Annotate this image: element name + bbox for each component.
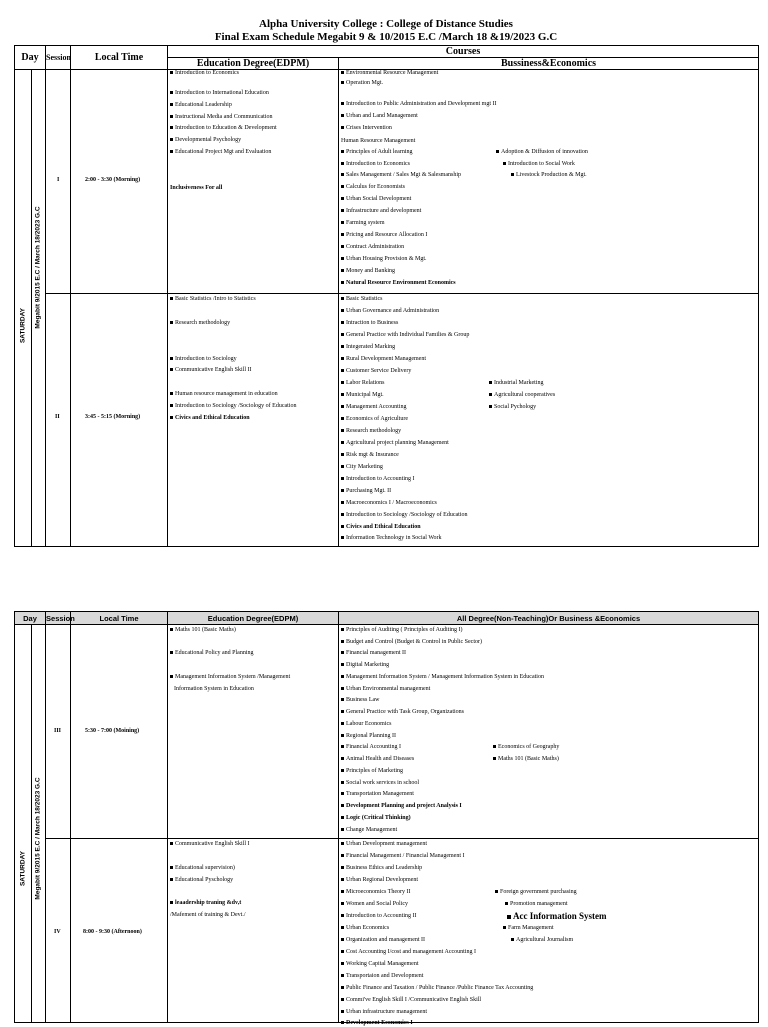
course-item: Educational Leadership <box>170 102 232 109</box>
course-item: Civics and Ethical Education <box>170 415 250 422</box>
course-item: leaadership traning &dv,t <box>170 900 241 907</box>
course-item: Contract Administration <box>341 244 404 251</box>
course-item: Maths 101 (Basic Maths) <box>493 756 559 763</box>
course-item: Urban Housing Provision & Mgt. <box>341 256 427 263</box>
day-cell <box>15 625 32 1023</box>
course-item: Farming system <box>341 220 385 227</box>
day-header: Day <box>15 46 46 70</box>
edu-courses-cell <box>168 625 339 839</box>
course-item: Principles of Adult learning <box>341 149 413 156</box>
session-header: Session <box>46 613 75 623</box>
course-item: Development Planning and project Analysis I <box>341 803 462 810</box>
course-item: Urban Governance and Administration <box>341 308 439 315</box>
course-item: Agricultural project planning Management <box>341 440 449 447</box>
schedule-table-2 <box>14 611 759 1026</box>
all-degree-header: All Degree(Non-Teaching)Or Business &Economics <box>339 612 759 625</box>
course-item: Introduction to Public Administration and Development mgt II <box>341 101 496 108</box>
course-item: Transportaion and Development <box>341 973 423 980</box>
course-item: Urban Social Development <box>341 196 411 203</box>
local-time-header: Local Time <box>71 612 168 625</box>
course-item: Digital Marketing <box>341 662 389 669</box>
day-label: SATURDAY <box>19 850 27 887</box>
session-time: 2:00 - 3:30 (Morning) <box>85 177 141 183</box>
session-cell <box>46 70 71 294</box>
course-item: Financial Management / Financial Management I <box>341 853 464 860</box>
course-item: Educational Pyschology <box>170 877 233 884</box>
course-item: Introduction to Accounting I <box>341 476 415 483</box>
course-item: Communicative English Skill I <box>170 841 250 848</box>
course-item: Microeconomics Theory II <box>341 889 411 896</box>
session-time: 8:00 - 9:30 (Afternoon) <box>83 929 142 935</box>
course-item: Environmental Resource Management <box>341 70 438 77</box>
course-item: Working Capital Management <box>341 961 419 968</box>
time-cell <box>71 839 168 1023</box>
course-item: Social Pychology <box>489 404 536 411</box>
course-item: Introduction to Economics <box>341 161 410 168</box>
course-item: Calculus for Economists <box>341 184 405 191</box>
course-item: Human resource management in education <box>170 391 278 398</box>
course-item: Educational Project Mgt and Evaluation <box>170 149 271 156</box>
course-item: Rural Development Management <box>341 356 426 363</box>
course-item: Civics and Ethical Education <box>341 524 421 531</box>
course-item: Maths 101 (Basic Maths) <box>170 627 236 634</box>
course-item: Foreign government purchasing <box>495 889 577 896</box>
course-item: Purchasing Mgt. II <box>341 488 391 495</box>
course-item: Logic (Critical Thinking) <box>341 815 411 822</box>
course-item: Introduction to Economics <box>170 70 239 77</box>
course-item: Farm Management <box>503 925 554 932</box>
course-item: Urban Development management <box>341 841 427 848</box>
course-item: Labor Relations <box>341 380 385 387</box>
day-label: SATURDAY <box>19 307 27 344</box>
course-item: Introduction to Sociology /Sociology of Education <box>341 512 468 519</box>
edu-note: Inclusiveness For all <box>170 185 223 191</box>
course-item: Industrial Marketing <box>489 380 544 387</box>
course-item: Information System in Education <box>174 686 254 692</box>
course-item: Introduction to Sociology <box>170 356 237 363</box>
course-item: Financial Accounting I <box>341 744 401 751</box>
session-number: III <box>54 728 62 734</box>
date-cell <box>32 70 46 547</box>
course-item: Crises Intervention <box>341 125 392 132</box>
session-time: 3:45 - 5:15 (Morning) <box>85 414 141 420</box>
course-item: Business Ethics and Leadership <box>341 865 422 872</box>
course-item: Transportation Management <box>341 791 414 798</box>
course-item: Management Information System /Management <box>170 674 290 681</box>
course-item: Introduction to Accounting II <box>341 913 417 920</box>
course-item: Management Information System / Management Information System in Education <box>341 674 544 681</box>
course-item: Urban Economics <box>341 925 389 932</box>
course-item: Introduction to International Education <box>170 90 269 97</box>
course-item: Risk mgt & Insurance <box>341 452 399 459</box>
all-courses-cell <box>339 839 759 1026</box>
course-item: Research methodology <box>341 428 401 435</box>
course-item: Urban Regional Development <box>341 877 418 884</box>
day-cell <box>15 70 32 547</box>
course-item: Women and Social Policy <box>341 901 408 908</box>
course-item: Basic Statistics /Intro to Statistics <box>170 296 256 303</box>
session-cell <box>46 625 71 839</box>
course-item: Educational Policy and Planning <box>170 650 254 657</box>
course-item: Communicative English Skill II <box>170 367 252 374</box>
course-item: Financial management II <box>341 650 406 657</box>
course-item: Research methodology <box>170 320 230 327</box>
course-item: Urban and Land Management <box>341 113 418 120</box>
course-item: Principles of Auditing ( Principles of Auditing I) <box>341 627 463 634</box>
course-item: Infrastructure and development <box>341 208 421 215</box>
course-item: Principles of Marketing <box>341 768 403 775</box>
session-header: Session <box>46 46 71 70</box>
course-item: Educational supervision) <box>170 865 235 872</box>
session-cell <box>46 294 71 547</box>
course-item: Operation Mgt. <box>341 80 383 87</box>
education-degree-header: Education Degree(EDPM) <box>168 58 339 70</box>
schedule-table-1 <box>14 45 759 547</box>
course-item: Natural Resource Environment Economics <box>341 280 456 287</box>
course-item: Social work services in school <box>341 780 419 787</box>
session-time: 5:30 - 7:00 (Moining) <box>85 728 140 734</box>
course-item: Livestock Production & Mgt. <box>511 172 587 179</box>
date-label: Megabit 9/2015 E.C / March 18/2023 G.C <box>34 777 42 900</box>
course-item: Economics of Geography <box>493 744 559 751</box>
course-item: Money and Banking <box>341 268 395 275</box>
course-item: Urban Environmental management <box>341 686 430 693</box>
course-item: Public Finance and Taxation / Public Finance /Public Finance Tax Accounting <box>341 985 533 992</box>
course-item: General Practice with Task Group, Organizations <box>341 709 464 716</box>
course-item: Promotion management <box>505 901 568 908</box>
all-courses-cell <box>339 625 759 839</box>
course-item: Management Accounting <box>341 404 406 411</box>
edu-courses-cell <box>168 294 339 547</box>
course-item: Business Law <box>341 697 380 704</box>
course-item: Labour Economics <box>341 721 392 728</box>
document-subtitle: Final Exam Schedule Megabit 9 & 10/2015 E.C /March 18 &19/2023 G.C <box>214 31 558 43</box>
course-item: Adoption & Diffusion of innovation <box>496 149 588 156</box>
session-cell <box>46 839 71 1023</box>
business-economics-header: Bussiness&Economics <box>339 58 759 70</box>
course-item: Budget and Control (Budget & Control in Public Sector) <box>341 639 482 646</box>
course-item: Development Economics I <box>341 1020 413 1027</box>
course-item: Sales Management / Sales Mgt & Salesmanship <box>341 172 461 179</box>
date-cell <box>32 625 46 1023</box>
document-title: Alpha University College : College of Distance Studies <box>259 18 513 30</box>
courses-header: Courses <box>168 46 759 58</box>
course-item: Pricing and Resource Allocation I <box>341 232 427 239</box>
course-item: Introduction to Education & Development <box>170 125 277 132</box>
course-item: Agricultural cooperatives <box>489 392 555 399</box>
course-item: Human Resource Management <box>341 138 416 144</box>
course-item: Integerated Marking <box>341 344 395 351</box>
education-degree-header: Education Degree(EDPM) <box>168 612 339 625</box>
course-item: Urban infrastructure management <box>341 1009 427 1016</box>
course-item: Change Management <box>341 827 397 834</box>
course-item: Customer Service Delivery <box>341 368 411 375</box>
course-item: Basic Statistics <box>341 296 383 303</box>
course-item: Introduction to Sociology /Sociology of Education <box>170 403 297 410</box>
course-item: Information Technology in Social Work <box>341 535 442 542</box>
session-number: I <box>57 177 60 183</box>
session-number: IV <box>54 929 61 935</box>
bus-courses-cell <box>339 294 759 547</box>
date-label: Megabit 9/2015 E.C / March 18/2023 G.C <box>34 206 42 329</box>
course-item: Macroeconomics I / Macroeconomics <box>341 500 437 507</box>
course-item: Agricultural Journalism <box>511 937 573 944</box>
day-header: Day <box>15 612 46 625</box>
local-time-header: Local Time <box>71 46 168 70</box>
course-item: City Marketing <box>341 464 383 471</box>
course-item: Intraction to Business <box>341 320 398 327</box>
course-item: Acc Information System <box>507 911 607 922</box>
edu-courses-cell <box>168 70 339 294</box>
time-cell <box>71 625 168 839</box>
course-item: Commi've English Skill I /Communicative English Skill <box>341 997 481 1004</box>
course-item: Economics of Agriculture <box>341 416 408 423</box>
course-item: General Practice with Individual Families & Group <box>341 332 469 339</box>
course-item: Regional Planning II <box>341 733 396 740</box>
course-item: /Mafement of training & Devt./ <box>170 912 246 918</box>
time-cell <box>71 70 168 294</box>
time-cell <box>71 294 168 547</box>
session-number: II <box>55 414 60 420</box>
course-item: Organization and management II <box>341 937 425 944</box>
bus-courses-cell <box>339 70 759 294</box>
edu-courses-cell <box>168 839 339 1023</box>
course-item: Developmental Psychology <box>170 137 241 144</box>
course-item: Instructional Media and Communication <box>170 114 272 121</box>
course-item: Cost Accounting I/cost and management Accounting I <box>341 949 476 956</box>
course-item: Introduction to Social Work <box>503 161 575 168</box>
course-item: Animal Health and Diseases <box>341 756 414 763</box>
course-item: Municipal Mgt. <box>341 392 384 399</box>
